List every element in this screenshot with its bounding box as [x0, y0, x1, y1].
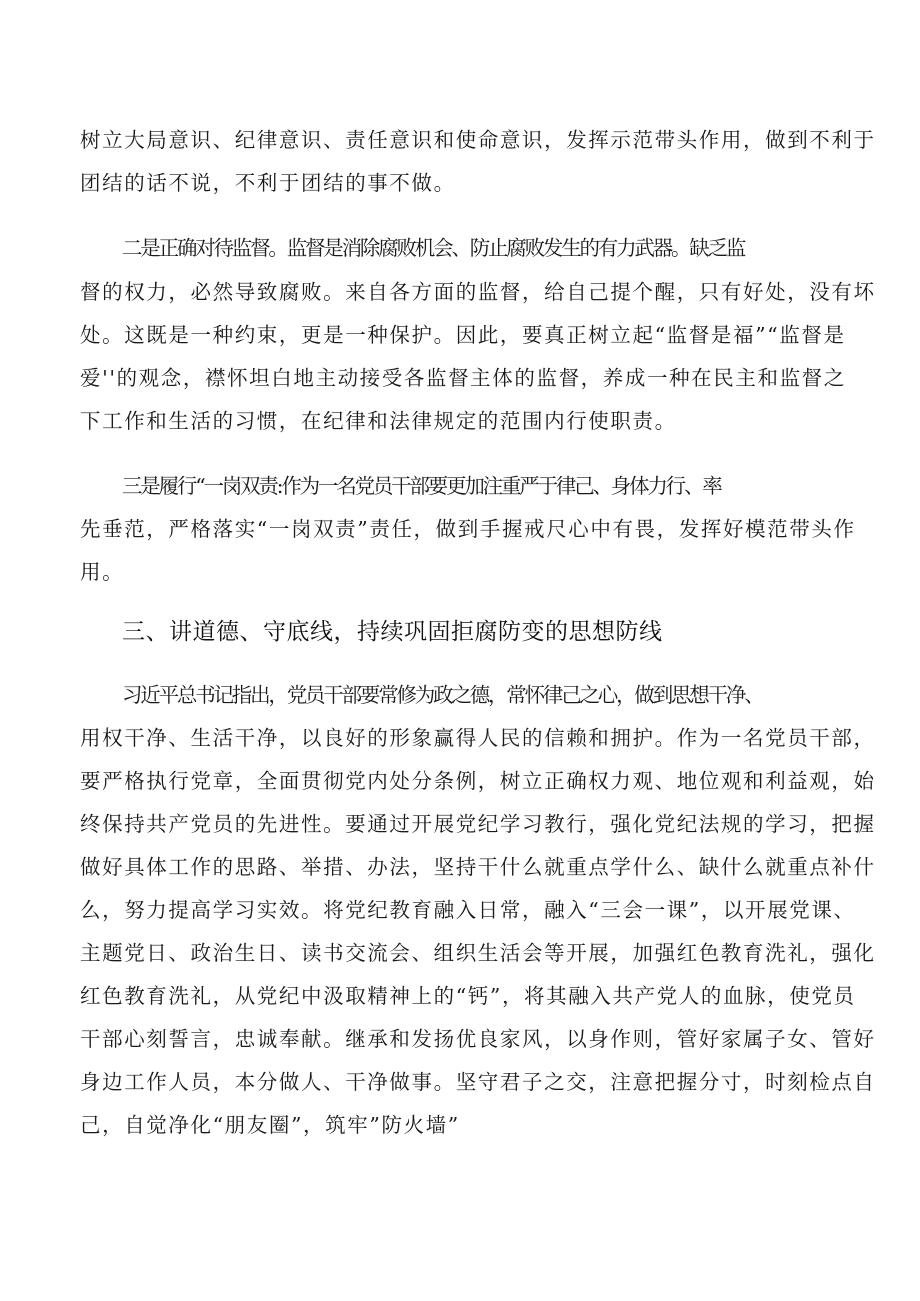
paragraph-line: 主题党日、政治生日、读书交流会、组织生活会等开展，加强红色教育洗礼，强化: [80, 941, 876, 965]
paragraph-line: 用权干净、生活干净，以良好的形象赢得人民的信赖和拥护。作为一名党员干部，: [80, 726, 876, 750]
paragraph-line: 红色教育洗礼，从党纪中汲取精神上的“钙”，将其融入共产党人的血脉，使党员: [80, 984, 856, 1008]
paragraph-line: 要严格执行党章，全面贯彻党内处分条例，树立正确权力观、地位观和利益观，始: [80, 769, 876, 793]
paragraph-line: 爱''的观念，襟怀坦白地主动接受各监督主体的监督，养成一种在民主和监督之: [80, 366, 846, 390]
paragraph-line: 身边工作人员，本分做人、干净做事。坚守君子之交，注意把握分寸，时刻检点自: [80, 1070, 876, 1094]
paragraph-line: 三是履行“一岗双责:作为一名党员干部要更加注重严于律己、身体力行、率: [122, 474, 721, 498]
paragraph-line: 干部心刻誓言，忠诚奉献。继承和发扬优良家风，以身作则，管好家属子女、管好: [80, 1027, 876, 1051]
paragraph-line: 树立大局意识、纪律意识、责任意识和使命意识，发挥示范带头作用，做到不利于: [80, 128, 876, 152]
paragraph-line: 用。: [80, 560, 125, 584]
paragraph-line: 督的权力，必然导致腐败。来自各方面的监督，给自己提个醒，只有好处，没有坏: [80, 280, 876, 304]
section-heading: 三、讲道德、守底线，持续巩固拒腐防变的思想防线: [122, 619, 663, 645]
paragraph-line: 团结的话不说，不利于团结的事不做。: [80, 171, 456, 195]
paragraph-line: 己，自觉净化“朋友圈”，筑牢”防火墙”: [80, 1113, 460, 1137]
paragraph-line: 终保持共产党员的先进性。要通过开展党纪学习教行，强化党纪法规的学习，把握: [80, 812, 876, 836]
paragraph-line: 么，努力提高学习实效。将党纪教育融入日常，融入“三会一课”，以开展党课、: [80, 898, 856, 922]
paragraph-line: 下工作和生活的习惯，在纪律和法律规定的范围内行使职责。: [80, 409, 677, 433]
paragraph-line: 二是正确对待监督。监督是消除腐败机会、防止腐败发生的有力武器。缺乏监: [122, 236, 745, 260]
paragraph-line: 处。这既是一种约束，更是一种保护。因此，要真正树立起“监督是福”“监督是: [80, 323, 846, 347]
paragraph-line: 做好具体工作的思路、举措、办法，坚持干什么就重点学什么、缺什么就重点补什: [80, 855, 876, 879]
paragraph-line: 先垂范，严格落实“一岗双责”责任，做到手握戒尺心中有畏，发挥好模范带头作: [80, 517, 856, 541]
paragraph-line: 习近平总书记指出，党员干部要常修为政之德，常怀律己之心，做到思想干净、: [122, 683, 763, 707]
